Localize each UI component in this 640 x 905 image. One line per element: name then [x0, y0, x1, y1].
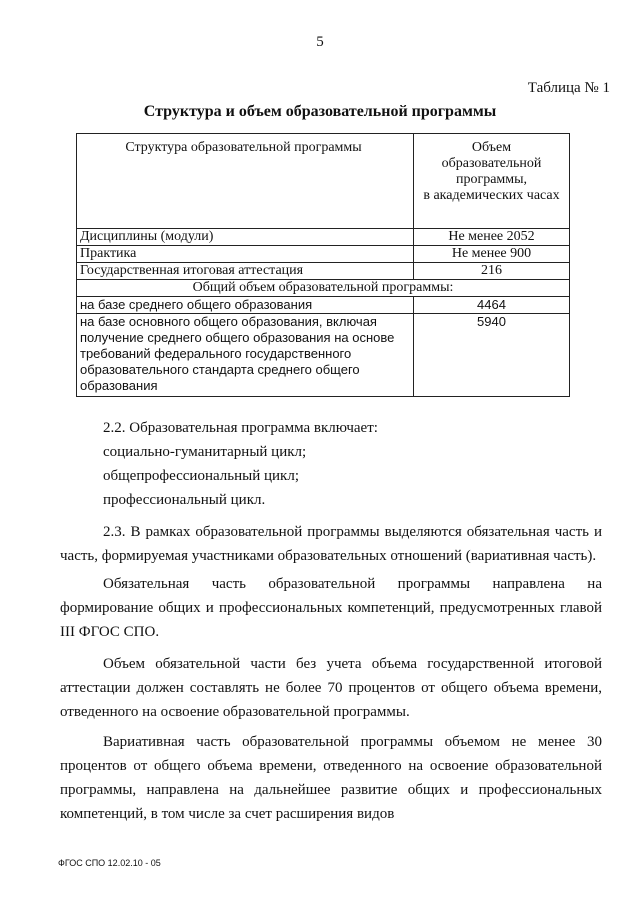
header-structure-cell: Структура образовательной программы	[77, 134, 414, 229]
total-label: Общий объем образовательной программы:	[77, 280, 570, 297]
table-header-row	[77, 134, 570, 229]
body-text-block	[60, 572, 602, 644]
table-row	[77, 297, 570, 314]
paragraph: 2.2. Образовательная программа включает:	[103, 420, 378, 436]
table-row	[77, 263, 570, 280]
body-text-block	[60, 416, 602, 512]
table-row	[77, 314, 570, 397]
paragraph: профессиональный цикл.	[103, 492, 266, 508]
row-value: 216	[414, 263, 570, 280]
paragraph: общепрофессиональный цикл;	[103, 468, 299, 484]
paragraph: Объем обязательной части без учета объема государственной итоговой аттестации должен составлять не более 70 процентов от общего объема времени, отведенного на освоение образовательной программы.	[60, 656, 602, 720]
row-value: 4464	[414, 297, 570, 314]
row-label: Государственная итоговая аттестация	[77, 263, 414, 280]
body-text-block	[60, 520, 602, 568]
table-label: Таблица № 1	[527, 80, 610, 96]
body-text-block	[60, 652, 602, 724]
page-number: 5	[316, 34, 324, 50]
table-title: Структура и объем образовательной программы	[143, 103, 497, 120]
row-label: на базе среднего общего образования	[77, 297, 414, 314]
row-label: Практика	[77, 246, 414, 263]
footer-code: ФГОС СПО 12.02.10 - 05	[58, 858, 161, 868]
row-label: Дисциплины (модули)	[77, 229, 414, 246]
row-value: 5940	[414, 314, 570, 397]
header-volume-line: Объем	[471, 140, 512, 155]
paragraph: социально-гуманитарный цикл;	[103, 444, 307, 460]
table-row	[77, 246, 570, 263]
row-label: на базе основного общего образования, включая получение среднего общего образования на основе требований федерального государственного образовательного стандарта среднего общего образования	[77, 314, 414, 397]
header-volume-line: программы,	[455, 172, 528, 187]
paragraph: Обязательная часть образовательной программы направлена на формирование общих и профессиональных компетенций, предусмотренных главой III ФГОС СПО.	[60, 576, 602, 640]
body-text-block	[60, 730, 602, 826]
header-volume-cell	[414, 134, 570, 229]
total-header-row	[77, 280, 570, 297]
program-structure-table	[76, 133, 570, 397]
paragraph: Вариативная часть образовательной программы объемом не менее 30 процентов от общего объема времени, отведенного на освоение образовательной программы, направлена на дальнейшее развитие общих и профессиональных компетенций, в том числе за счет расширения видов	[60, 734, 602, 822]
header-volume-line: в академических часах	[423, 188, 560, 203]
row-value: Не менее 900	[414, 246, 570, 263]
table-row	[77, 229, 570, 246]
header-volume-line: образовательной	[441, 156, 542, 171]
paragraph: 2.3. В рамках образовательной программы выделяются обязательная часть и часть, формируемая участниками образовательных отношений (вариативная часть).	[60, 524, 602, 564]
row-value: Не менее 2052	[414, 229, 570, 246]
